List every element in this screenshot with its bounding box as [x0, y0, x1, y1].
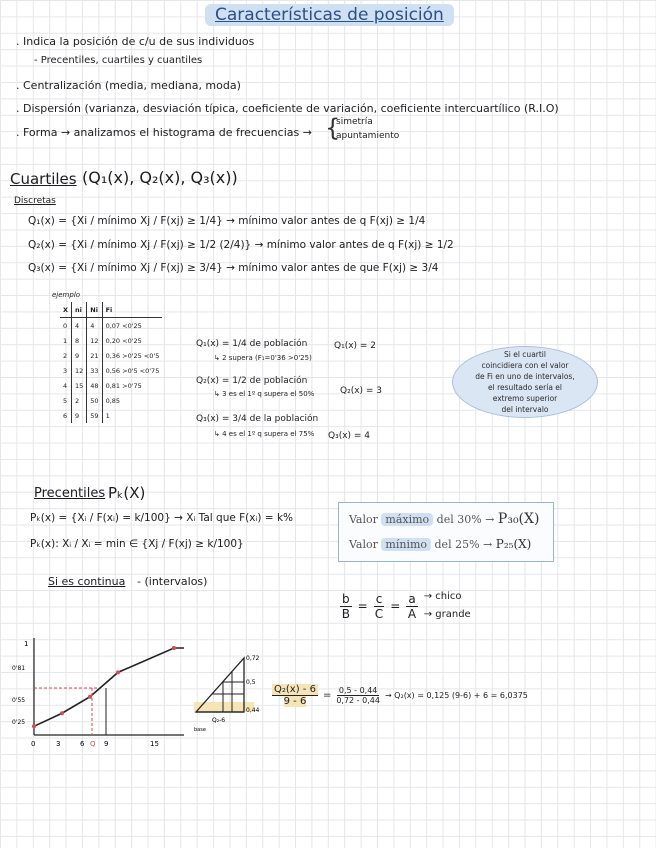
table-cell: 33 — [87, 363, 102, 378]
table-cell: 12 — [87, 333, 102, 348]
forma-option-1: simetría — [336, 117, 373, 127]
table-cell: 0,85 — [102, 393, 162, 408]
bubble-line: el resultado sería el — [488, 383, 562, 392]
cuartiles-formula: (Q₁(x), Q₂(x), Q₃(x)) — [82, 168, 238, 187]
box-line-1-prefix: Valor — [349, 513, 378, 526]
table-header-cell: Fi — [102, 302, 162, 318]
bubble-line: extremo superior — [492, 394, 558, 403]
ogive-point — [88, 695, 92, 699]
table-header-cell: ni — [72, 302, 87, 318]
percentile-formula-1: Pₖ(x) = {Xᵢ / F(xᵢ) = k/100} → Xᵢ Tal que F(xᵢ) = k% — [30, 512, 293, 524]
box-line-2-result: P₂₅(X) — [495, 537, 532, 551]
bubble-line: de Fi en uno de intervalos, — [475, 372, 575, 381]
table-cell: 15 — [72, 378, 87, 393]
x-tick-label: Q — [90, 740, 96, 748]
triangle-label: 0,5 — [246, 679, 256, 686]
ratio-C: C — [374, 606, 384, 621]
box-line-2-suffix: del 25% → — [434, 538, 493, 551]
triangle-label: Q₂-6 — [212, 717, 226, 724]
q2-result: Q₂(x) = 3 — [340, 386, 383, 396]
q1-note: Q₁(x) = 1/4 de población — [196, 339, 308, 349]
box-line-1-highlight: máximo — [381, 513, 433, 526]
right-numerator: 0,5 - 0,44 — [338, 686, 378, 695]
ogive-point — [172, 646, 176, 650]
intro-line-1: . Indica la posición de c/u de sus individuos — [16, 35, 255, 48]
y-tick-label: 0'25 — [12, 719, 26, 726]
table-cell: 4 — [72, 318, 87, 334]
q2-formula: Q₂(x) = {Xi / mínimo Xj / F(xj) ≥ 1/2 (2/4)} → mínimo valor antes de q F(xj) ≥ 1/2 — [28, 239, 454, 251]
right-denominator: 0,72 - 0,44 — [336, 696, 380, 705]
bubble-line: del intervalo — [501, 405, 549, 414]
ratio-a-over-A — [406, 592, 417, 621]
q2-note-sub: ↳ 3 es el 1º q supera el 50% — [214, 390, 315, 398]
q1-result: Q₁(x) = 2 — [334, 341, 377, 351]
ogive-points — [32, 646, 176, 728]
table-cell: 0 — [63, 321, 68, 330]
box-line-2-highlight: mínimo — [381, 538, 431, 551]
y-tick-label: 0'55 — [12, 697, 26, 704]
right-fraction — [336, 686, 380, 705]
left-fraction — [272, 684, 318, 707]
box-line-2-prefix: Valor — [349, 538, 378, 551]
table-row — [60, 408, 162, 423]
table-cell: 0,36 >0'25 <0'5 — [102, 348, 162, 363]
table-cell: 9 — [72, 408, 87, 423]
ogive-point — [60, 711, 64, 715]
table-cell: 2 — [72, 393, 87, 408]
forma-option-2: apuntamiento — [336, 131, 400, 141]
ratio-b: b — [342, 591, 350, 606]
intro-line-5: . Forma → analizamos el histograma de frecuencias → — [16, 126, 312, 139]
table-cell: 50 — [87, 393, 102, 408]
left-numerator: Q₂(x) - 6 — [274, 684, 316, 695]
ratio-B: B — [341, 606, 350, 621]
table-row — [60, 393, 162, 408]
forma-brace: { — [325, 114, 341, 142]
table-cell: 1 — [63, 336, 68, 345]
table-cell: 4 — [87, 318, 102, 334]
q3-result: Q₃(x) = 4 — [328, 431, 371, 441]
table-cell: 0,81 >0'75 — [102, 378, 162, 393]
example-label: ejemplo — [52, 291, 81, 299]
x-tick-label: 0 — [31, 740, 36, 748]
left-denominator: 9 - 6 — [283, 696, 307, 707]
frequency-table — [60, 302, 162, 423]
x-tick-label: 9 — [104, 740, 109, 748]
triangle-bottom-label: base — [194, 727, 206, 733]
ratio-A: A — [407, 606, 417, 621]
x-tick-label: 6 — [80, 740, 85, 748]
table-cell: 0,56 >0'5 <0'75 — [102, 363, 162, 378]
bubble-line: Si el cuartil — [504, 350, 546, 359]
ratio-notes — [424, 588, 471, 624]
equals-sign: = — [357, 599, 368, 613]
y-tick-label: 1 — [24, 640, 29, 648]
ratio-c-over-C — [374, 592, 385, 621]
ogive-line — [34, 648, 184, 726]
table-cell: 8 — [72, 333, 87, 348]
ratio-note-small: → chico — [423, 591, 462, 602]
ogive-point — [32, 724, 36, 728]
ogive-graph — [8, 630, 188, 750]
table-cell: 6 — [63, 411, 68, 420]
table-cell: 5 — [63, 396, 68, 405]
table-cell: 59 — [87, 408, 102, 423]
bubble-line: coincidiera con el valor — [481, 361, 569, 370]
table-row — [60, 333, 162, 348]
percentile-formula-2: Pₖ(x): Xᵢ / Xᵢ = min ∈ {Xj / F(xj) ≥ k/100} — [30, 538, 244, 550]
q3-note-sub: ↳ 4 es el 1º q supera el 75% — [214, 430, 315, 438]
ratio-a: a — [408, 591, 416, 606]
cuartiles-heading: Cuartiles — [10, 170, 77, 188]
x-tick-label: 3 — [56, 740, 61, 748]
interpolation-computation — [272, 684, 528, 707]
table-cell: 1 — [102, 408, 162, 423]
y-tick-label: 0'81 — [12, 665, 26, 672]
q3-formula: Q₃(x) = {Xi / mínimo Xj / F(xj) ≥ 3/4} → mínimo valor antes de que F(xj) ≥ 3/4 — [28, 262, 439, 274]
ratio-b-over-B — [340, 592, 352, 621]
continua-heading: Si es continua — [48, 575, 126, 588]
q1-formula: Q₁(x) = {Xi / mínimo Xj / F(xj) ≥ 1/4} → mínimo valor antes de q F(xj) ≥ 1/4 — [28, 215, 426, 227]
table-cell: 12 — [72, 363, 87, 378]
q2-note: Q₂(x) = 1/2 de población — [196, 376, 308, 386]
equals-sign: = — [390, 599, 401, 613]
ratio-note-large: → grande — [423, 609, 471, 620]
triangle-label: 0,44 — [246, 707, 260, 714]
equals-sign: = — [322, 690, 332, 701]
interpolation-result: → Q₂(x) = 0,125 (9-6) + 6 = 6,0375 — [384, 691, 528, 700]
ogive-point — [116, 670, 120, 674]
box-line-1-suffix: del 30% → — [436, 513, 495, 526]
frequency-table-grid — [60, 302, 162, 423]
table-row — [60, 363, 162, 378]
table-cell: 48 — [87, 378, 102, 393]
table-cell: 4 — [63, 381, 68, 390]
table-cell: 3 — [63, 366, 68, 375]
page-title: Características de posición — [205, 4, 454, 26]
table-row — [60, 348, 162, 363]
table-cell: 0,07 <0'25 — [102, 318, 162, 334]
x-tick-label: 15 — [150, 740, 159, 748]
triangle-label: 0,72 — [246, 655, 260, 662]
intro-line-3: . Centralización (media, mediana, moda) — [16, 79, 241, 92]
percentile-definition-box — [338, 502, 554, 562]
cuartil-bubble-note — [452, 346, 598, 418]
q3-note: Q₃(x) = 3/4 de la población — [196, 414, 319, 424]
ratio-c: c — [375, 591, 383, 606]
table-header-row — [60, 302, 162, 318]
similar-triangles-ratio — [340, 588, 471, 624]
percentile-box-line-2 — [349, 537, 531, 551]
table-header-cell: Ni — [87, 302, 102, 318]
continua-heading-suffix: - (intervalos) — [137, 575, 208, 588]
table-cell: 9 — [72, 348, 87, 363]
percentiles-formula: Pₖ(X) — [108, 484, 146, 502]
table-cell: 21 — [87, 348, 102, 363]
box-line-1-result: P₃₀(X) — [497, 511, 540, 527]
table-cell: 2 — [63, 351, 68, 360]
table-header-cell: X — [60, 302, 72, 318]
table-cell: 0,20 <0'25 — [102, 333, 162, 348]
q1-note-sub: ↳ 2 supera (F₁=0'36 >0'25) — [214, 354, 312, 362]
intro-line-2: - Precentiles, cuartiles y cuantiles — [34, 55, 203, 66]
percentile-box-line-1 — [349, 511, 539, 527]
table-row — [60, 378, 162, 393]
table-row — [60, 318, 162, 334]
similar-triangle-diagram — [190, 650, 270, 735]
intro-line-4: . Dispersión (varianza, desviación típica, coeficiente de variación, coeficiente intercuartílico (R.I.O) — [16, 102, 559, 115]
percentiles-heading: Precentiles — [34, 486, 106, 501]
discretas-label: Discretas — [14, 196, 56, 206]
